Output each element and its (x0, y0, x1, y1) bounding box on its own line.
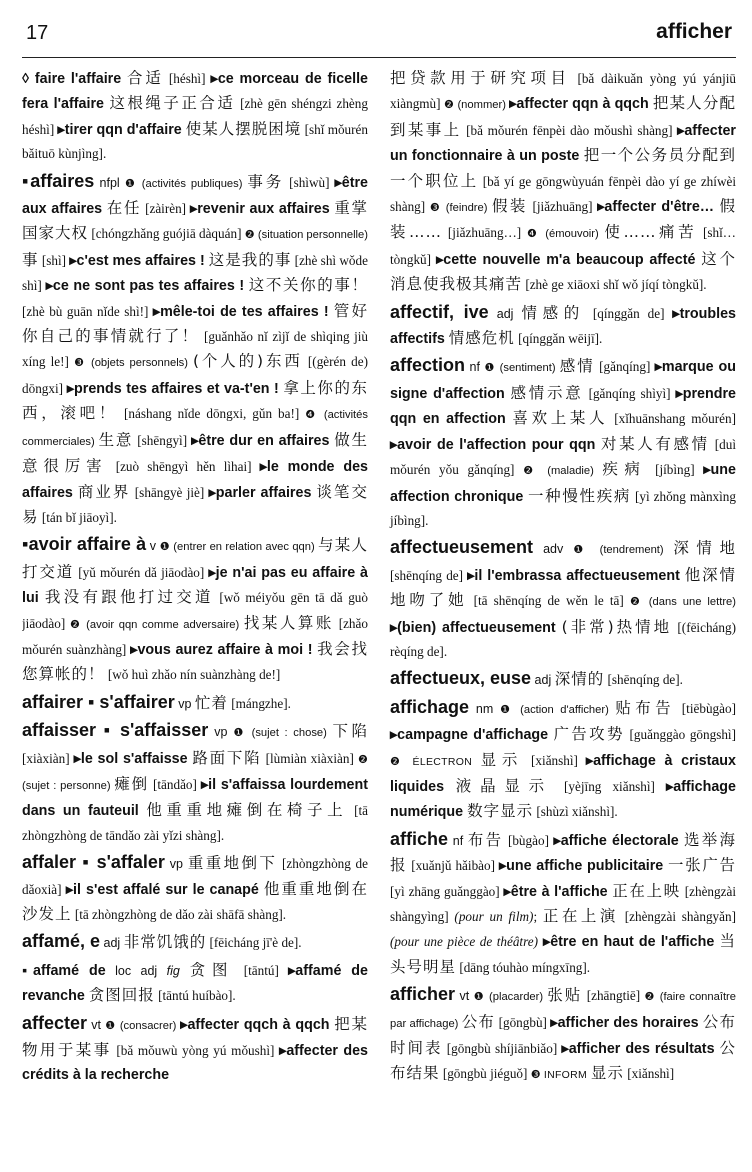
entry-columns (22, 66, 736, 1156)
entry-afficher: afficher vt ❶ (placarder) 张贴 [zhāngtiē] ❷ (faire connaître par affichage) 公布 [gōngbù] ▸afficher des horaires 公布时间表 [gōngbù shíjiānbiǎo] ▸afficher des résultats 公布结果 [gōngbù jiéguǒ] ❸ INFORM 显示 [xiǎnshì] (390, 984, 736, 1083)
entry-affairer: affairer ▪ s'affairer vp 忙着 [mángzhe]. (22, 691, 291, 712)
page-header (22, 14, 736, 54)
entry-affectif: affectif, ive adj 情感的 [qínggǎn de] ▸troubles affectifs 情感危机 [qínggǎn wēijī]. (390, 301, 736, 348)
entry-affectueux: affectueux, euse adj 深情的 [shēnqíng de]. (390, 668, 683, 689)
entry-affecter-continued: 把贷款用于研究项目 [bǎ dàikuǎn yòng yú yánjiū xiàngmù] ❷ (nommer) ▸affecter qqn à qqch 把某人分配到某事上 [bǎ mǒurén fēnpèi dào mǒushì shàng] ▸affecter un fonctionnaire à un poste 把一个公务员分配到一个职位上 [bǎ yí ge gōngwùyuán fēnpèi dào yí ge zhíwèi shàng] ❸ (feindre) 假装 [jiǎzhuāng] ▸affecter d'être… 假装…… [jiǎzhuāng…] ❹ (émouvoir) 使……痛苦 [shǐ… tòngkǔ] ▸cette nouvelle m'a beaucoup affecté 这个消息使我极其痛苦 [zhè ge xiāoxi shǐ wǒ jíqí tòngkǔ]. (390, 69, 736, 294)
header-rule (22, 57, 736, 58)
entry-affaler: affaler ▪ s'affaler vp 重重地倒下 [zhòngzhòng de dǎoxià] ▸il s'est affalé sur le canapé 他重重地倒在沙发上 [tā zhòngzhòng de dǎo zài shāfā shàng]. (22, 852, 369, 923)
entry-affecter: affecter vt ❶ (consacrer) ▸affecter qqch à qqch 把某物用于某事 [bǎ mǒuwù yòng yú mǒushì] ▸affecter des crédits à la recherche (22, 1012, 368, 1084)
entry-affichage: affichage nm ❶ (action d'afficher) 贴布告 [tiēbùgào] ▸campagne d'affichage 广告攻势 [guǎnggào gōngshì] ❷ ÉLECTRON 显示 [xiǎnshì] ▸affichage à cristaux liquides 液晶显示 [yèjīng xiǎnshì] ▸affichage numérique 数字显示 [shùzì xiǎnshì]. (390, 696, 736, 821)
left-column (22, 66, 368, 1156)
entry-avoir-affaire-a: ▪avoir affaire à v ❶ (entrer en relation avec qqn) 与某人打交道 [yǔ mǒurén dǎ jiāodào] ▸je n'ai pas eu affaire à lui 我没有跟他打过交道 [wǒ méiyǒu gēn tā dǎ guò jiāodào] ❷ (avoir qqn comme adversaire) 找某人算账 [zhǎo mǒurén suànzhàng] ▸vous aurez affaire à moi ! 我会找您算帐的！ [wǒ huì zhǎo nín suànzhàng de!] (22, 534, 368, 684)
entry-affame-de: ▪affamé de loc adj fig 贪图 [tāntú] ▸affamé de revanche 贪图回报 [tāntú huíbào]. (22, 960, 368, 1005)
entry-affaisser: affaisser ▪ s'affaisser vp ❶ (sujet : chose) 下陷 [xiàxiàn] ▸le sol s'affaisse 路面下陷 [lùmiàn xiàxiàn] ❷ (sujet : personne) 瘫倒 [tāndǎo] ▸il s'affaissa lourdement dans un fauteuil 他重重地瘫倒在椅子上 [tā zhòngzhòng de tāndǎo zài yǐzi shàng]. (22, 720, 368, 843)
entry-affectueusement: affectueusement adv ❶ (tendrement) 深情地 [shēnqíng de] ▸il l'embrassa affectueusement 他深情地吻了她 [tā shēnqíng de wěn le tā] ❷ (dans une lettre) ▸(bien) affectueusement (非常)热情地 [(fēicháng) rèqíng de]. (390, 537, 736, 659)
entry-faire-laffaire: ◊ faire l'affaire 合适 [héshì] ▸ce morceau de ficelle fera l'affaire 这根绳子正合适 [zhè gēn shéngzi zhèng héshì] ▸tirer qqn d'affaire 使某人摆脱困境 [shǐ mǒurén bǎituō kùnjìng]. (22, 69, 368, 162)
entry-affame: affamé, e adj 非常饥饿的 [fēicháng jī'è de]. (22, 931, 302, 952)
entry-affection: affection nf ❶ (sentiment) 感情 [gǎnqíng] ▸marque ou signe d'affection 感情示意 [gǎnqíng shìyì] ▸prendre qqn en affection 喜欢上某人 [xǐhuānshang mǒurén] ▸avoir de l'affection pour qqn 对某人有感情 [duì mǒurén yǒu gǎnqíng] ❷ (maladie) 疾病 [jíbìng] ▸une affection chronique 一种慢性疾病 [yì zhǒng mànxìng jíbìng]. (390, 355, 736, 528)
right-column (390, 66, 736, 1156)
entry-affiche: affiche nf 布告 [bùgào] ▸affiche électorale 选举海报 [xuǎnjǔ hǎibào] ▸une affiche publicitaire 一张广告 [yì zhāng guǎnggào] ▸être à l'affiche 正在上映 [zhèngzài shàngyìng] (pour un film); 正在上演 [zhèngzài shàngyǎn] (pour une pièce de théâtre) ▸être en haut de l'affiche 当头号明星 [dāng tóuhào míngxīng]. (390, 828, 736, 976)
page-number: 17 (26, 22, 49, 44)
guide-word: afficher (656, 20, 732, 43)
entry-affaires: ▪affaires nfpl ❶ (activités publiques) 事务 [shìwù] ▸être aux affaires 在任 [zàirèn] ▸revenir aux affaires 重掌国家大权 [chóngzhǎng guójiā dàquán] ❷ (situation personnelle) 事 [shì] ▸c'est mes affaires ! 这是我的事 [zhè shì wǒde shì] ▸ce ne sont pas tes affaires ! 这不关你的事！ [zhè bù guān nǐde shì!] ▸mêle-toi de tes affaires ! 管好你自己的事情就行了！ [guǎnhǎo nǐ zìjǐ de shìqing jiù xíng le!] ❸ (objets personnels) (个人的)东西 [(gèrén de) dōngxi] ▸prends tes affaires et va-t'en ! 拿上你的东西，滚吧！ [náshang nǐde dōngxi, gǔn ba!] ❹ (activités commerciales) 生意 [shēngyì] ▸être dur en affaires 做生意很厉害 [zuò shēngyì hěn lìhai] ▸le monde des affaires 商业界 [shāngyè jiè] ▸parler affaires 谈笔交易 [tán bǐ jiāoyì]. (22, 170, 368, 526)
